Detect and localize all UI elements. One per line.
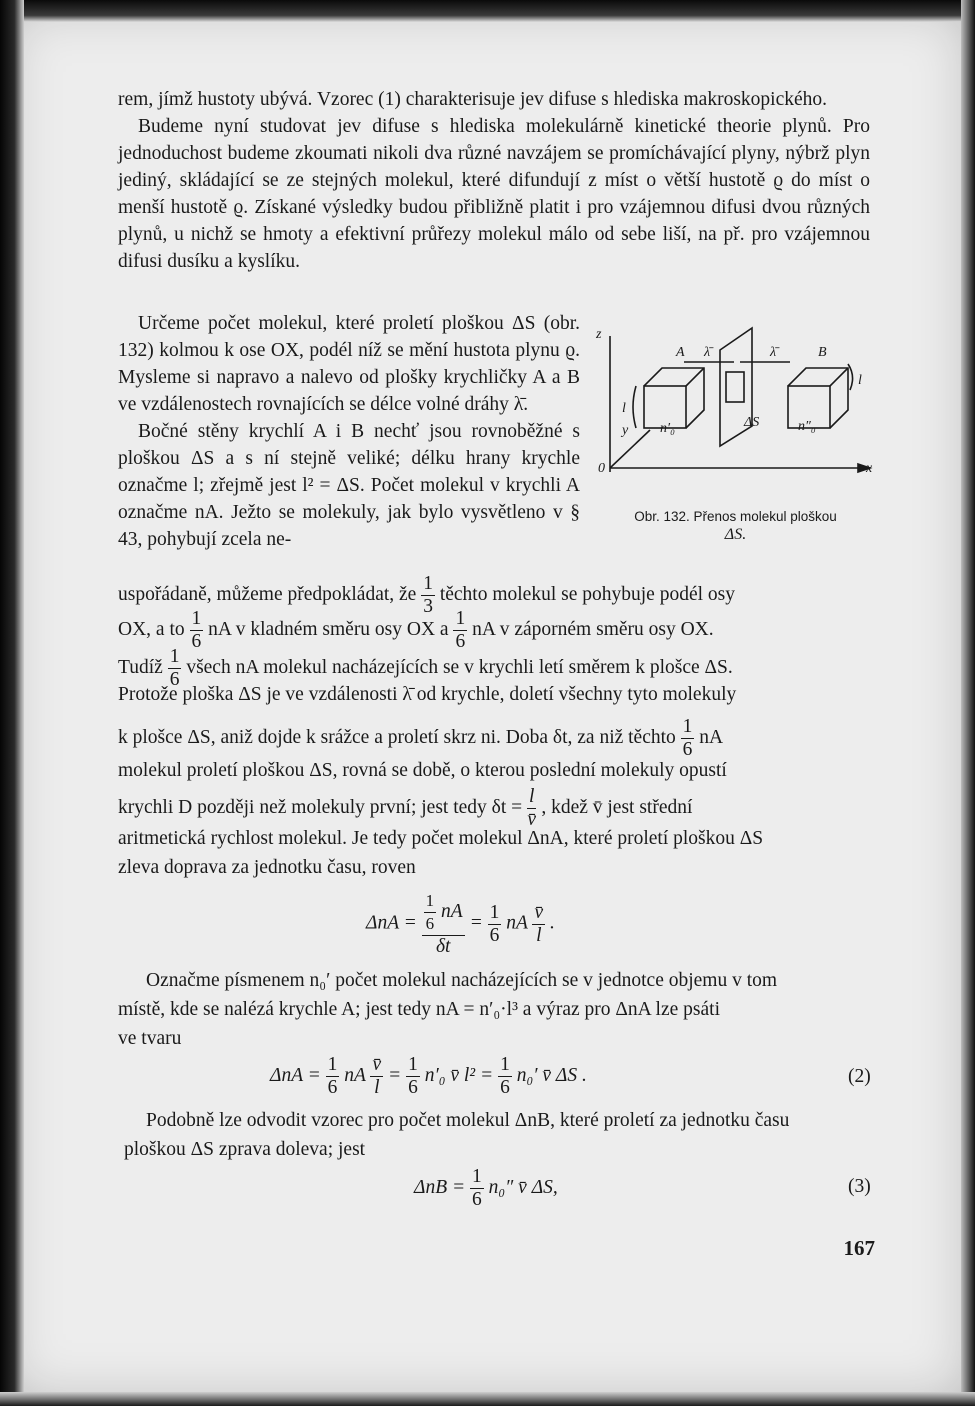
paragraph-1: rem, jímž hustoty ubývá. Vzorec (1) charakterisuje jev difuse s hlediska makroskopického. (118, 89, 828, 110)
line-ox: OX, a to $\frac{1}{6}$ nA v kladném směru osy OX a $\frac{1}{6}$ nA v záporném směru osy OX. (118, 608, 714, 652)
paragraph-2: Budeme nyní studovat jev difuse s hlediska molekulárně kinetické theorie plynů. Pro jednoduchost budeme zkoumati nikoli dva různé navzájem se promíchávající plyny, nýbrž plyn jediný, skládající se ze stejných molekul, které difundují z míst o větší hustotě ϱ do míst o menší hustotě ϱ. Získané výsledky budou přibližně platit i pro vzájemnou difusi dvou různých plynů, u nichž se hmoty a efektivní průřezy molekul málo od sebe liší, na př. pro vzájemnou difusi dusíku a kyslíku. (118, 116, 870, 272)
label-l-right: l (858, 373, 862, 388)
line-krychli-d: krychli D později než molekuly první; jest tedy δt = $\frac{l}{v̄}$ , kdež v̄ jest střední (118, 786, 693, 830)
line-k-plosce: k plošce ΔS, aniž dojde k srážce a proletí skrz ni. Doba δt, za niž těchto $\frac{1}{6}$ nA (118, 716, 724, 760)
scan-edge-right (961, 0, 975, 1406)
line-aritmeticka: aritmetická rychlost molekul. Je tedy počet molekul ΔnA, které proletí ploškou ΔS (118, 828, 764, 849)
label-y: y (622, 423, 629, 438)
equation-1: ΔnA = $\frac{1}{6}$ nA δt = $\frac{1}{6}$ nA $\frac{v̄}{l}$ . (366, 891, 555, 957)
label-origin: 0 (598, 461, 605, 476)
figure-caption: Obr. 132. Přenos molekul ploškou ΔS. (634, 509, 837, 543)
paragraph-3: Určeme počet molekul, které proletí ploškou ΔS (obr. 132) kolmou k ose OX, podél níž se mění hustota plynu ϱ. Mysleme si napravo a nalevo od plošky krychličky A a B ve vzdálenostech rovnajících se délce volné dráhy λ̄. (118, 313, 580, 415)
label-a: A (676, 345, 685, 360)
equation-2-number: (2) (848, 1066, 871, 1087)
label-l-left: l (622, 401, 626, 416)
equation-3: ΔnB = $\frac{1}{6}$ n₀″ v̄ ΔS, (414, 1166, 558, 1210)
line-podobne: Podobně lze odvodit vzorec pro počet molekul ΔnB, které proletí za jednotku času (146, 1110, 790, 1131)
scan-edge-bottom (0, 1392, 975, 1406)
fraction-1-3: $\frac{1}{3}$ (423, 573, 433, 617)
label-b: B (818, 345, 827, 360)
line-miste: místě, kde se nalézá krychle A; jest tedy nA = n′₀·l³ a výraz pro ΔnA lze psáti (118, 999, 720, 1020)
label-n0-double-prime: n″₀ (798, 419, 816, 434)
scan-edge-top (0, 0, 975, 22)
equation-3-number: (3) (848, 1176, 871, 1197)
paragraph-4-start: Bočné stěny krychlí A i B nechť jsou rovnoběžné s ploškou ΔS a s ní stejně veliké; délku hrany krychle označme l; zřejmě jest l² = ΔS. Počet molekul v krychli A označme nA. Ježto se molekuly, jak bylo vysvětleno v § 43, pohybují zcela ne- (118, 421, 580, 550)
line-protoze: Protože ploška ΔS je ve vzdálenosti λ̄ od krychle, doletí všechny tyto molekuly (118, 684, 737, 705)
line-zleva: zleva doprava za jednotku času, roven (118, 857, 416, 878)
line-ploskou: ploškou ΔS zprava doleva; jest (124, 1139, 366, 1160)
equation-2: ΔnA = $\frac{1}{6}$ nA $\frac{v̄}{l}$ = $\frac{1}{6}$ n′₀ v̄ l² = $\frac{1}{6}$ n₀′ v̄ ΔS . (270, 1054, 587, 1098)
line-ve-tvaru: ve tvaru (118, 1028, 182, 1049)
line-uspořádaně: uspořádaně, můžeme předpokládat, že $\frac{1}{3}$ těchto molekul se pohybuje podél osy (118, 573, 735, 617)
label-lambda-1: λ̄ (704, 345, 711, 360)
line-tudiz: Tudíž $\frac{1}{6}$ všech nA molekul nacházejících se v krychli letí směrem k plošce ΔS. (118, 646, 733, 690)
page-number: 167 (843, 1236, 875, 1260)
label-z: z (596, 327, 602, 342)
label-n0-prime: n′₀ (660, 421, 675, 436)
label-lambda-2: λ̄ (770, 345, 777, 360)
figure-132 (592, 322, 877, 562)
label-delta-s: ΔS (744, 415, 760, 430)
text-block-narrow (118, 310, 580, 553)
text-block-top (118, 86, 870, 275)
diffusion-diagram (592, 322, 877, 522)
label-x: x (866, 461, 873, 476)
plane-patch (726, 372, 744, 402)
scan-edge-left (0, 0, 24, 1406)
y-axis (610, 430, 650, 468)
line-oznacme: Označme písmenem n₀′ počet molekul nacházejících se v jednotce objemu v tom (146, 970, 778, 991)
line-molekul-proleti: molekul proletí ploškou ΔS, rovná se době, o kterou poslední molekuly opustí (118, 760, 727, 781)
